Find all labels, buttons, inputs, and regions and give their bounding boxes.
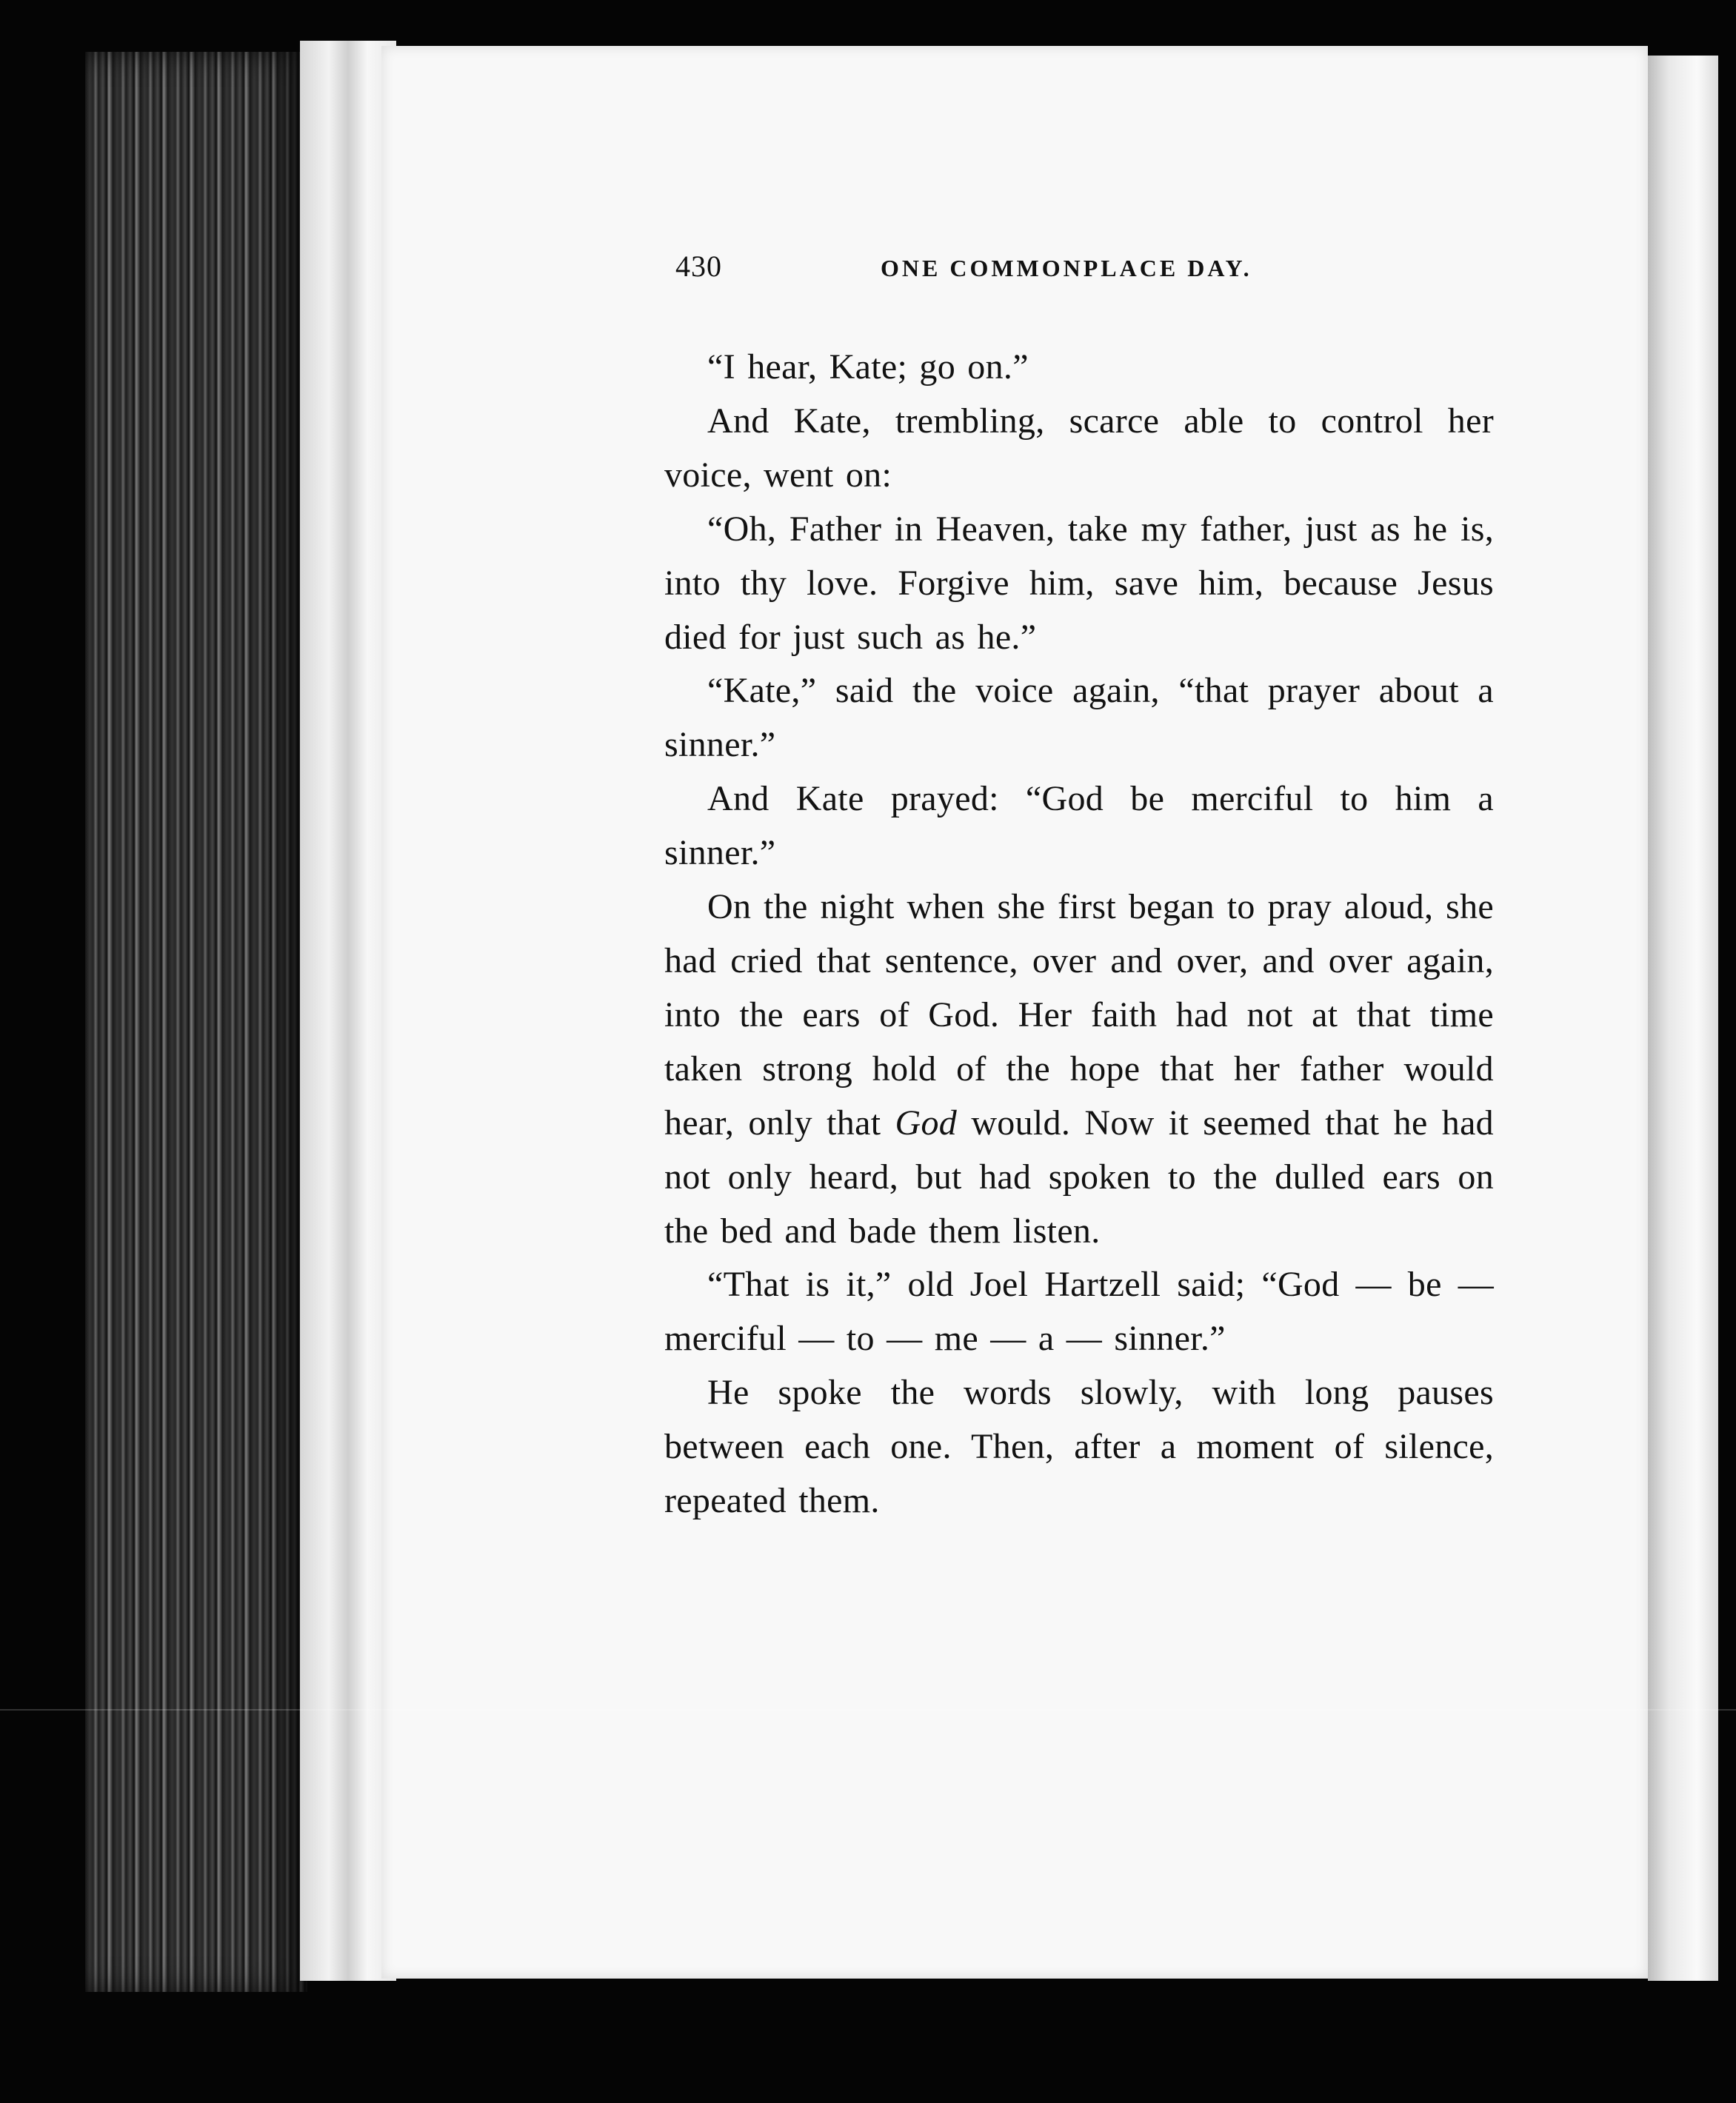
paragraph-4: “Kate,” said the voice again, “that prayer about a sinner.” xyxy=(664,671,1494,765)
scan-line-artifact xyxy=(0,1709,1736,1711)
paragraph-8: He spoke the words slowly, with long pauses between each one. Then, after a moment of silence, repeated them. xyxy=(664,1373,1494,1521)
chapter-title: ONE COMMONPLACE DAY. xyxy=(881,255,1252,281)
right-page-edge xyxy=(1648,56,1718,1981)
book-fore-edge xyxy=(85,52,307,1992)
body-text xyxy=(664,341,1494,1528)
paragraph-5: And Kate prayed: “God be merciful to him a sinner.” xyxy=(664,779,1494,873)
paragraph-6-text-after: would. Now it seemed that he had not only heard, but had spoken to the dulled ears on the bed and bade them listen. xyxy=(664,1103,1494,1251)
paragraph-6-text-before: On the night when she first began to pray aloud, she had cried that sentence, over and over, and over again, into the ears of God. Her faith had not at that time taken strong hold of the hope that her father would hear, only that xyxy=(664,887,1494,1143)
paragraph-3: “Oh, Father in Heaven, take my father, just as he is, into thy love. Forgive him, save him, because Jesus died for just such as he.” xyxy=(664,509,1494,657)
page-number: 430 xyxy=(675,250,722,283)
paragraph-1: “I hear, Kate; go on.” xyxy=(707,347,1029,387)
running-head xyxy=(675,249,1315,308)
paragraph-6 xyxy=(664,880,1494,1258)
paragraph-2: And Kate, trembling, scarce able to control her voice, went on: xyxy=(664,401,1494,495)
paragraph-7: “That is it,” old Joel Hartzell said; “God — be — merciful — to — me — a — sinner.” xyxy=(664,1265,1494,1359)
italic-word-god: God xyxy=(895,1103,958,1143)
